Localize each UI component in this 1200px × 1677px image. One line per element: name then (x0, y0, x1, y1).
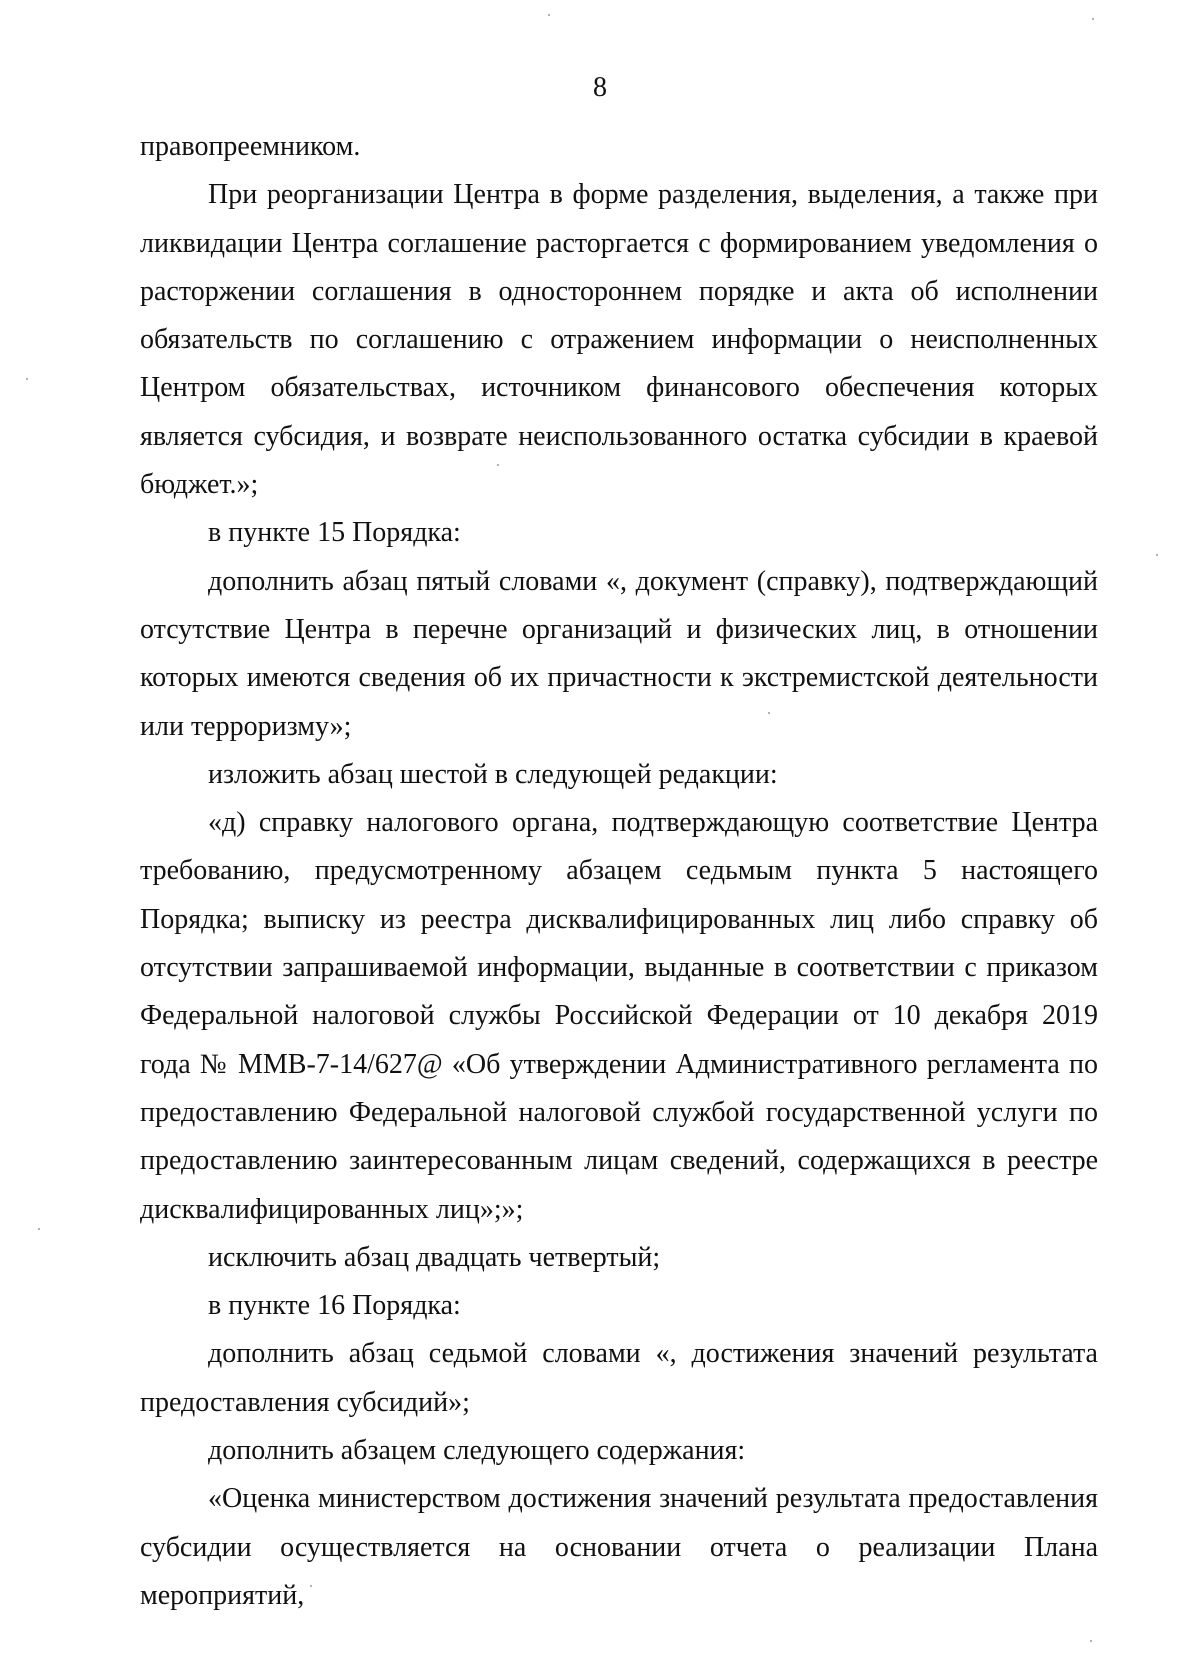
page-number: 8 (593, 72, 607, 103)
paragraph: изложить абзац шестой в следующей редакции: (208, 758, 778, 790)
scan-speck (768, 712, 770, 714)
paragraph: «Оценка министерством достижения значений результата предоставления субсидии осуществляется на основании отчета о реализации Плана мероприятий, (140, 1483, 1098, 1611)
scan-speck (1092, 18, 1094, 20)
scan-speck (497, 464, 499, 466)
paragraph: дополнить абзац пятый словами «, документ (справку), подтверждающий отсутствие Центра в перечне организаций и физических лиц, в отношении которых имеются сведения об их причастности к экстремистской деятельности или терроризму»; (140, 565, 1098, 742)
paragraph: в пункте 16 Порядка: (208, 1290, 461, 1322)
scan-speck (1156, 554, 1158, 556)
paragraph: правопреемником. (140, 131, 361, 162)
scan-speck (38, 1228, 40, 1230)
paragraph: дополнить абзацем следующего содержания: (208, 1435, 746, 1467)
document-body (140, 123, 1098, 1620)
paragraph: дополнить абзац седьмой словами «, достижения значений результата предоставления субсидий»; (140, 1338, 1098, 1418)
paragraph: в пункте 15 Порядка: (208, 517, 461, 549)
paragraph: «д) справку налогового органа, подтверждающую соответствие Центра требованию, предусмотренному абзацем седьмым пункта 5 настоящего Порядка; выписку из реестра дисквалифицированных лиц либо справку об отсутствии запрашиваемой информации, выданные в соответствии с приказом Федеральной налоговой службы Российской Федерации от 10 декабря 2019 года № ММВ-7-14/627@ «Об утверждении Административного регламента по предоставлению Федеральной налоговой службой государственной услуги по предоставлению заинтересованным лицам сведений, содержащихся в реестре дисквалифицированных лиц»;»; (140, 807, 1098, 1225)
scan-speck (1090, 1640, 1092, 1642)
scan-speck (548, 14, 550, 16)
scan-speck (310, 1585, 312, 1587)
scan-speck (26, 378, 28, 380)
paragraph: При реорганизации Центра в форме разделения, выделения, а также при ликвидации Центра соглашение расторгается с формированием уведомления о расторжении соглашения в одностороннем порядке и акта об исполнении обязательств по соглашению с отражением информации о неисполненных Центром обязательствах, источником финансового обеспечения которых является субсидия, и возврате неиспользованного остатка субсидии в краевой бюджет.»; (140, 179, 1098, 501)
paragraph: исключить абзац двадцать четвертый; (208, 1241, 661, 1273)
